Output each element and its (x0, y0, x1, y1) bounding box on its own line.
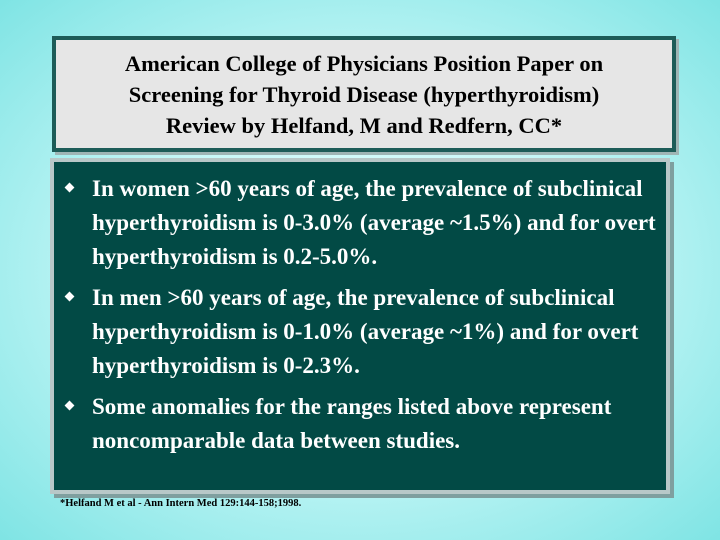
bullet-item-women (64, 172, 660, 274)
bullet-text-anomalies: Some anomalies for the ranges listed above represent noncomparable data between studies. (92, 394, 612, 453)
bullet-item-anomalies (64, 390, 660, 458)
slide-title-line-1: American College of Physicians Position Paper on (124, 50, 604, 76)
slide-title-line-2: Screening for Thyroid Disease (hyperthyroidism) (128, 81, 600, 107)
bullet-item-men (64, 281, 660, 383)
bullet-list (64, 172, 660, 458)
diamond-bullet-icon (65, 401, 75, 411)
slide-title-line-3: Review by Helfand, M and Redfern, CC* (165, 112, 563, 138)
citation-footnote: *Helfand M et al - Ann Intern Med 129:144-158;1998. (60, 498, 302, 509)
diamond-bullet-icon (65, 183, 75, 193)
diamond-bullet-icon (65, 292, 75, 302)
slide-content-box (50, 158, 670, 494)
slide-title-box (52, 36, 676, 152)
bullet-text-women: In women >60 years of age, the prevalence of subclinical hyperthyroidism is 0-3.0% (average ~1.5%) and for overt hyperthyroidism is 0.2-5.0%. (92, 176, 656, 269)
bullet-text-men: In men >60 years of age, the prevalence of subclinical hyperthyroidism is 0-1.0% (average ~1%) and for overt hyperthyroidism is 0-2.3%. (92, 285, 639, 378)
